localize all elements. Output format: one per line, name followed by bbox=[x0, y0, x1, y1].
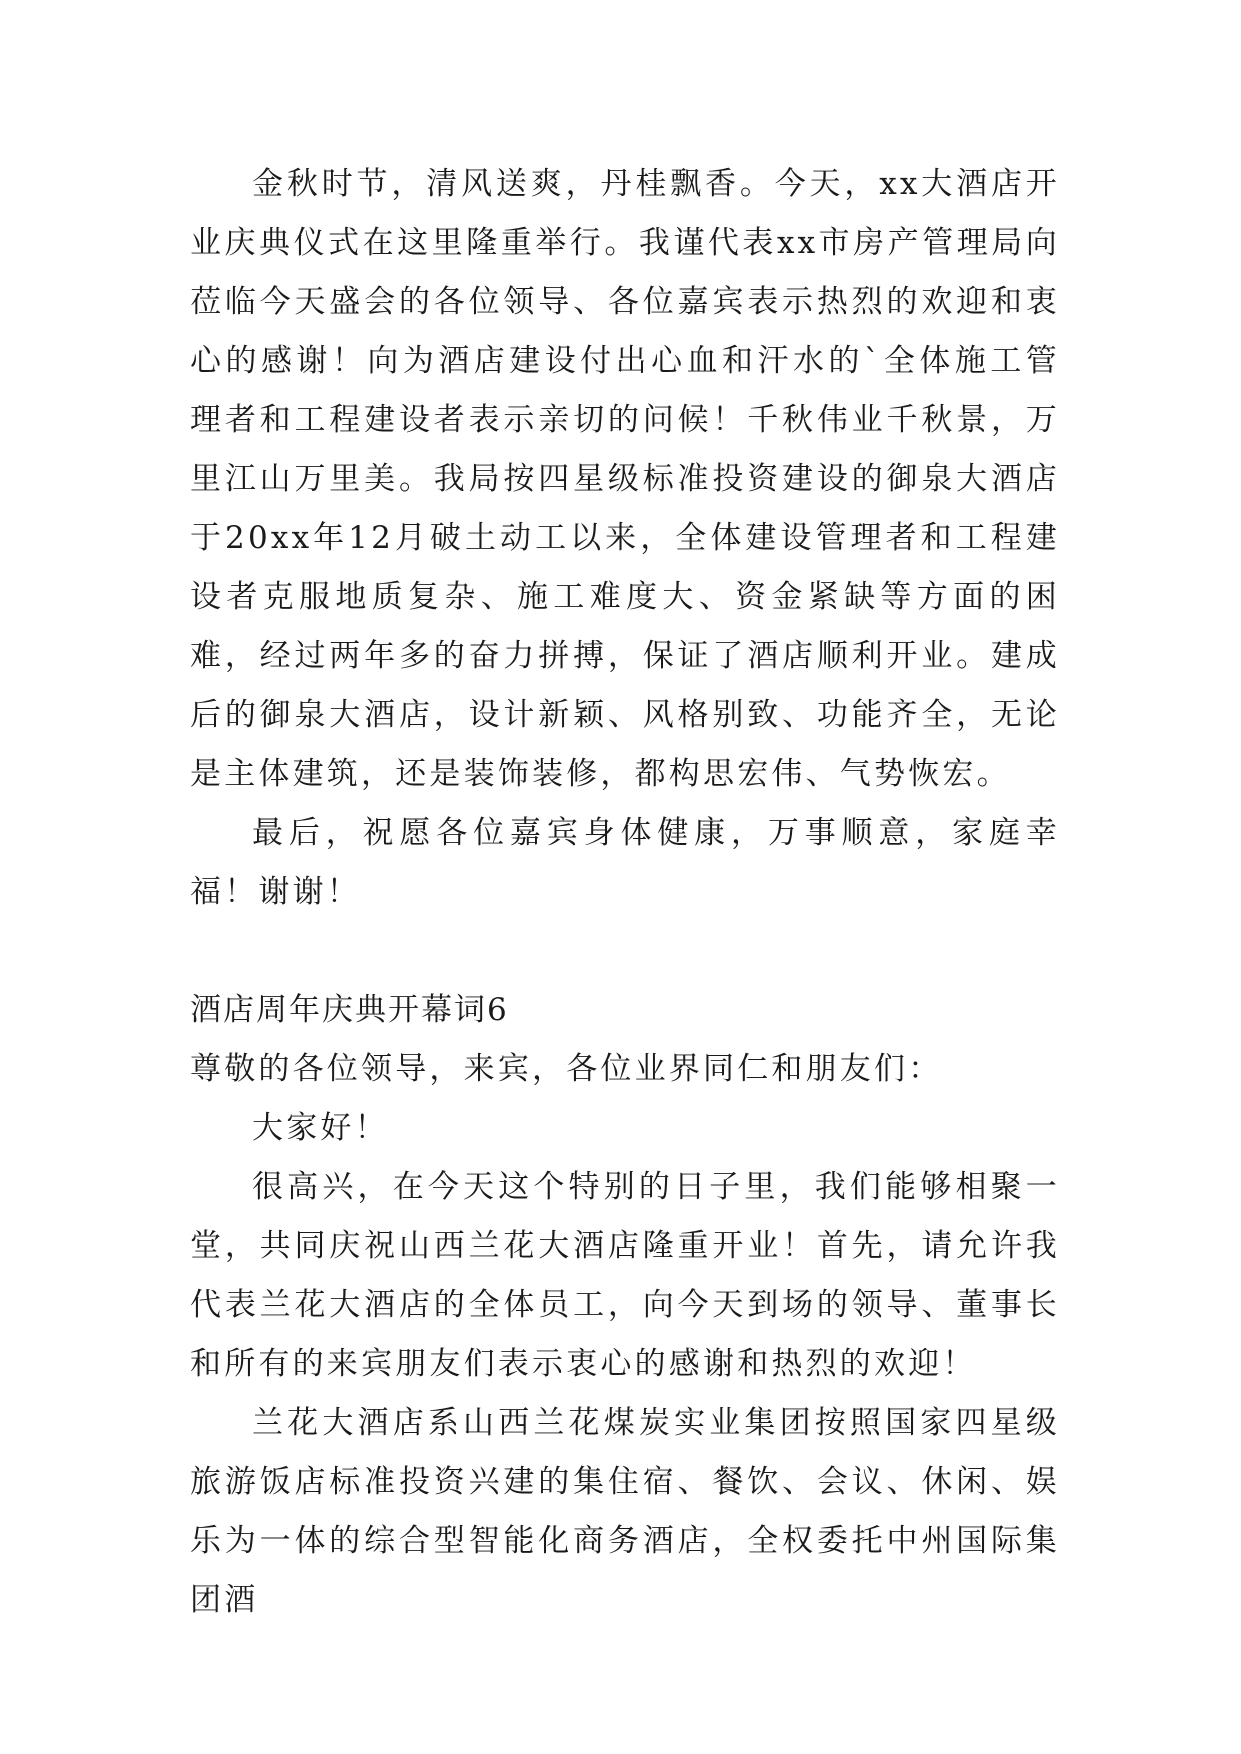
paragraph-welcome: 很高兴，在今天这个特别的日子里，我们能够相聚一堂，共同庆祝山西兰花大酒店隆重开业！首先，请允许我代表兰花大酒店的全体员工，向今天到场的领导、董事长和所有的来宾朋友们表示衷心的感谢和热烈的欢迎！ bbox=[190, 1169, 1060, 1382]
paragraph-closing-wishes: 最后，祝愿各位嘉宾身体健康，万事顺意，家庭幸福！谢谢！ bbox=[190, 815, 1060, 910]
section-title: 酒店周年庆典开幕词6 bbox=[190, 992, 509, 1028]
salutation: 尊敬的各位领导，来宾，各位业界同仁和朋友们： bbox=[190, 1051, 943, 1087]
greeting: 大家好！ bbox=[252, 1110, 389, 1146]
paragraph-hotel-intro: 兰花大酒店系山西兰花煤炭实业集团按照国家四星级旅游饭店标准投资兴建的集住宿、餐饮、会议、休闲、娱乐为一体的综合型智能化商务酒店，全权委托中州国际集团酒 bbox=[190, 1405, 1060, 1618]
paragraph-opening-speech: 金秋时节，清风送爽，丹桂飘香。今天，xx大酒店开业庆典仪式在这里隆重举行。我谨代表xx市房产管理局向莅临今天盛会的各位领导、各位嘉宾表示热烈的欢迎和衷心的感谢！向为酒店建设付出心血和汗水的`全体施工管理者和工程建设者表示亲切的问候！千秋伟业千秋景，万里江山万里美。我局按四星级标准投资建设的御泉大酒店于20xx年12月破土动工以来，全体建设管理者和工程建设者克服地质复杂、施工难度大、资金紧缺等方面的困难，经过两年多的奋力拼搏，保证了酒店顺利开业。建成后的御泉大酒店，设计新颖、风格别致、功能齐全，无论是主体建筑，还是装饰装修，都构思宏伟、气势恢宏。 bbox=[190, 166, 1060, 792]
document-body bbox=[190, 155, 1060, 1630]
